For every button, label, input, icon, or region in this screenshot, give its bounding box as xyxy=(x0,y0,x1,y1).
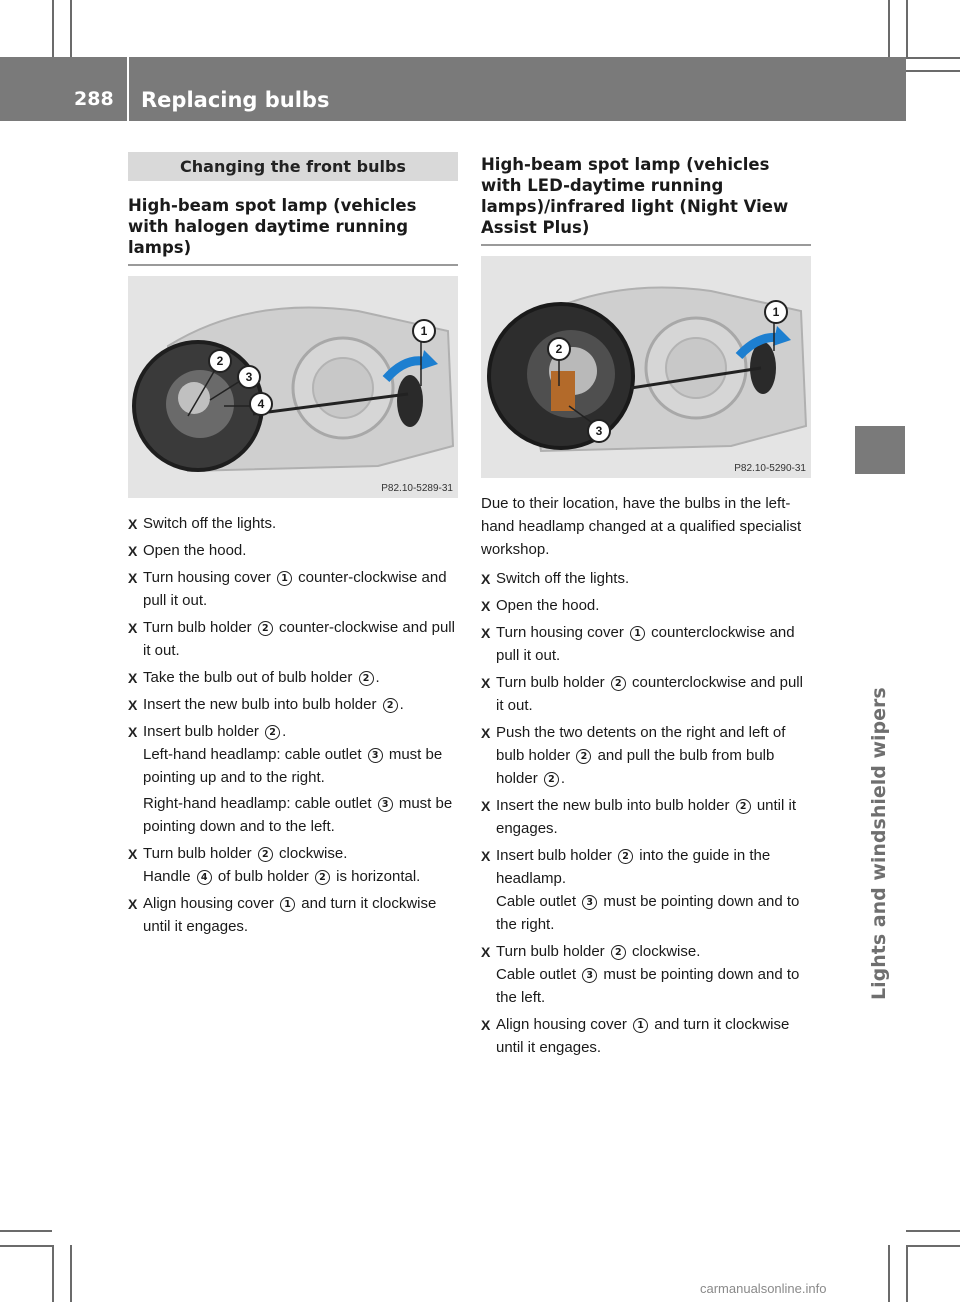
crop-mark xyxy=(70,1245,72,1302)
section-title: Replacing bulbs xyxy=(141,88,330,112)
crop-mark xyxy=(906,1230,960,1232)
step-item xyxy=(481,671,811,717)
right-column xyxy=(481,152,811,1063)
step-marker-icon: X xyxy=(128,896,138,912)
crop-mark xyxy=(906,1245,960,1247)
step-item xyxy=(481,594,811,617)
step-item xyxy=(128,539,458,562)
left-step-list xyxy=(128,512,458,938)
step-text: Push the two detents on the right and left of bulb holder 2 and pull the bulb from bulb holder 2 . xyxy=(496,724,786,787)
callout-ref: 1 xyxy=(277,571,292,586)
callout-ref: 4 xyxy=(197,870,212,885)
step-text: Switch off the lights. xyxy=(143,515,277,532)
step-marker-icon: X xyxy=(128,697,138,713)
step-marker-icon: X xyxy=(481,571,491,587)
crop-mark xyxy=(52,0,54,57)
header-separator xyxy=(127,57,129,121)
callout-ref: 3 xyxy=(582,895,597,910)
step-text: Turn bulb holder 2 counterclockwise and pull it out. xyxy=(496,674,803,714)
callout-1: 1 xyxy=(412,319,436,343)
step-item xyxy=(481,721,811,790)
step-marker-icon: X xyxy=(128,570,138,586)
callout-ref: 2 xyxy=(315,870,330,885)
step-text: Insert bulb holder 2 into the guide in the headlamp. Cable outlet 3 must be pointing down and to the right. xyxy=(496,847,800,933)
step-text: Open the hood. xyxy=(496,597,600,614)
step-text: Turn housing cover 1 counterclockwise and pull it out. xyxy=(496,624,795,664)
step-marker-icon: X xyxy=(481,675,491,691)
crop-mark xyxy=(906,70,960,72)
callout-ref: 2 xyxy=(611,945,626,960)
step-text: Align housing cover 1 and turn it clockwise until it engages. xyxy=(496,1016,790,1056)
footer-watermark: carmanualsonline.info xyxy=(700,1281,827,1296)
headlamp-illustration xyxy=(128,276,458,498)
headlamp-figure-led xyxy=(481,256,811,478)
callout-ref: 2 xyxy=(258,847,273,862)
callout-ref: 2 xyxy=(265,725,280,740)
section-heading: Changing the front bulbs xyxy=(128,152,458,181)
step-item xyxy=(128,693,458,716)
callout-ref: 2 xyxy=(258,621,273,636)
step-marker-icon: X xyxy=(128,724,138,740)
step-item xyxy=(128,842,458,888)
step-marker-icon: X xyxy=(128,516,138,532)
callout-ref: 1 xyxy=(633,1018,648,1033)
callout-ref: 1 xyxy=(280,897,295,912)
step-text: Insert the new bulb into bulb holder 2 until it engages. xyxy=(496,797,797,837)
step-text: Open the hood. xyxy=(143,542,247,559)
step-marker-icon: X xyxy=(128,620,138,636)
step-item xyxy=(128,666,458,689)
crop-mark xyxy=(70,0,72,57)
step-item xyxy=(481,940,811,1009)
callout-2: 2 xyxy=(208,349,232,373)
step-marker-icon: X xyxy=(128,670,138,686)
callout-4: 4 xyxy=(249,392,273,416)
step-item xyxy=(128,720,458,838)
step-text: Insert the new bulb into bulb holder 2 . xyxy=(143,696,404,713)
step-text: Right-hand headlamp: cable outlet 3 must be pointing down and to the left. xyxy=(143,795,453,835)
step-marker-icon: X xyxy=(481,625,491,641)
chapter-tab xyxy=(855,426,905,474)
callout-2: 2 xyxy=(547,337,571,361)
header-bar xyxy=(0,57,906,121)
left-column xyxy=(128,152,458,942)
step-text: Align housing cover 1 and turn it clockwise until it engages. xyxy=(143,895,437,935)
step-item xyxy=(481,794,811,840)
headlamp-illustration xyxy=(481,256,811,478)
crop-mark xyxy=(906,57,960,59)
step-text: Turn bulb holder 2 clockwise. Handle 4 of bulb holder 2 is horizontal. xyxy=(143,845,421,885)
callout-ref: 2 xyxy=(611,676,626,691)
page-number: 288 xyxy=(74,88,114,110)
step-item xyxy=(128,512,458,535)
step-item xyxy=(128,566,458,612)
intro-paragraph: Due to their location, have the bulbs in the left-hand headlamp changed at a qualified specialist workshop. xyxy=(481,495,802,558)
callout-ref: 2 xyxy=(736,799,751,814)
step-text: Turn housing cover 1 counter-clockwise and pull it out. xyxy=(143,569,447,609)
right-step-list xyxy=(481,567,811,1059)
chapter-label-text: Lights and windshield wipers xyxy=(868,687,890,1000)
callout-ref: 3 xyxy=(378,797,393,812)
crop-mark xyxy=(0,1230,52,1232)
step-marker-icon: X xyxy=(481,944,491,960)
step-marker-icon: X xyxy=(481,848,491,864)
step-marker-icon: X xyxy=(128,543,138,559)
right-subheading: High-beam spot lamp (vehicles with LED-daytime running lamps)/infrared light (Night View Assist Plus) xyxy=(481,154,811,246)
step-item xyxy=(481,1013,811,1059)
callout-ref: 3 xyxy=(368,748,383,763)
figure-code: P82.10-5290-31 xyxy=(734,463,806,474)
crop-mark xyxy=(0,1245,52,1247)
step-item xyxy=(481,621,811,667)
step-text: Take the bulb out of bulb holder 2 . xyxy=(143,669,380,686)
crop-mark xyxy=(888,0,890,57)
step-marker-icon: X xyxy=(128,846,138,862)
callout-ref: 1 xyxy=(630,626,645,641)
step-text: Turn bulb holder 2 counter-clockwise and pull it out. xyxy=(143,619,455,659)
callout-ref: 2 xyxy=(618,849,633,864)
step-text: Insert bulb holder 2 . Left-hand headlamp: cable outlet 3 must be pointing up and to the right. xyxy=(143,723,443,786)
headlamp-figure-halogen xyxy=(128,276,458,498)
callout-ref: 2 xyxy=(576,749,591,764)
step-marker-icon: X xyxy=(481,598,491,614)
crop-mark xyxy=(52,1245,54,1302)
crop-mark xyxy=(906,0,908,57)
crop-mark xyxy=(906,1245,908,1302)
step-item xyxy=(128,892,458,938)
callout-ref: 3 xyxy=(582,968,597,983)
step-item xyxy=(481,844,811,936)
callout-1: 1 xyxy=(764,300,788,324)
step-item xyxy=(128,616,458,662)
figure-code: P82.10-5289-31 xyxy=(381,483,453,494)
step-item xyxy=(481,567,811,590)
callout-ref: 2 xyxy=(383,698,398,713)
step-text: Turn bulb holder 2 clockwise. Cable outlet 3 must be pointing down and to the left. xyxy=(496,943,800,1006)
callout-3: 3 xyxy=(587,419,611,443)
step-marker-icon: X xyxy=(481,1017,491,1033)
callout-ref: 2 xyxy=(359,671,374,686)
step-text: Switch off the lights. xyxy=(496,570,630,587)
crop-mark xyxy=(888,1245,890,1302)
step-marker-icon: X xyxy=(481,725,491,741)
step-marker-icon: X xyxy=(481,798,491,814)
callout-3: 3 xyxy=(237,365,261,389)
callout-ref: 2 xyxy=(544,772,559,787)
left-subheading: High-beam spot lamp (vehicles with halogen daytime running lamps) xyxy=(128,195,458,266)
